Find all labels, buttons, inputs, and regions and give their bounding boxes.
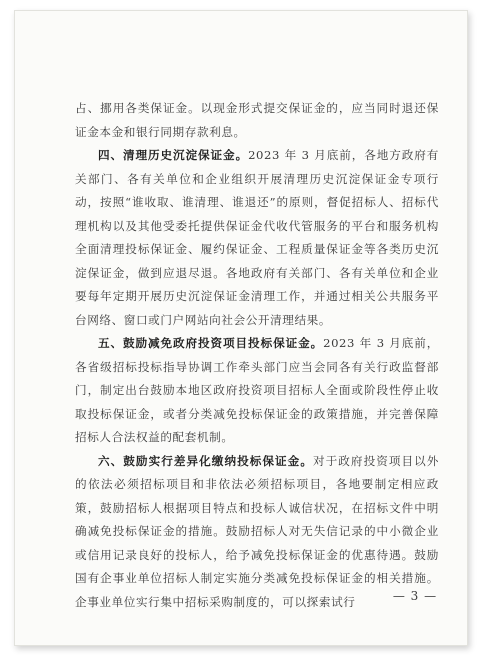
paragraph-body: 2023 年 3 月底前，各省级招标投标指导协调工作牵头部门应当会同各有关行政监督部门，制定出台鼓励本地区政府投资项目招标人全面或阶段性停止收取投标保证金，或者分类减免投标保证金的政策措施，并完善保障招标人合法权益的配套机制。 <box>75 336 439 444</box>
paragraph-section-4 <box>75 144 439 332</box>
section-heading: 六、鼓励实行差异化缴纳投标保证金。 <box>98 453 313 468</box>
paragraph-body: 2023 年 3 月底前，各地方政府有关部门、各有关单位和企业组织开展清理历史沉淀保证金专项行动，按照“谁收取、谁清理、谁退还”的原则，督促招标人、招标代理机构以及其他受委托提供保证金代收代管服务的平台和服务机构全面清理投标保证金、履约保证金、工程质量保证金等各类历史沉淀保证金，做到应退尽退。各地政府有关部门、各有关单位和企业要每年定期开展历史沉淀保证金清理工作，并通过相关公共服务平台网络、窗口或门户网站向社会公开清理结果。 <box>75 148 440 327</box>
document-page <box>14 10 468 646</box>
paragraph-body: 对于政府投资项目以外的依法必须招标项目和非依法必须招标项目，各地要制定相应政策，鼓励招标人根据项目特点和投标人诚信状况，在招标文件中明确减免投标保证金的措施。鼓励招标人对无失信记录的中小微企业或信用记录良好的投标人，给予减免投标保证金的优惠待遇。鼓励国有企事业单位招标人制定实施分类减免投标保证金的相关措施。企事业单位实行集中招标采购制度的，可以探索试行 <box>75 453 439 609</box>
section-heading: 五、鼓励减免政府投资项目投标保证金。 <box>98 336 324 350</box>
paragraph-continuation <box>75 97 439 144</box>
paragraph-section-5 <box>75 332 439 450</box>
paragraph-body: 占、挪用各类保证金。以现金形式提交保证金的，应当同时退还保证金本金和银行同期存款利息。 <box>75 101 439 139</box>
document-body <box>75 97 439 614</box>
section-heading: 四、清理历史沉淀保证金。 <box>98 148 249 162</box>
page-number: — 3 — <box>392 589 438 603</box>
